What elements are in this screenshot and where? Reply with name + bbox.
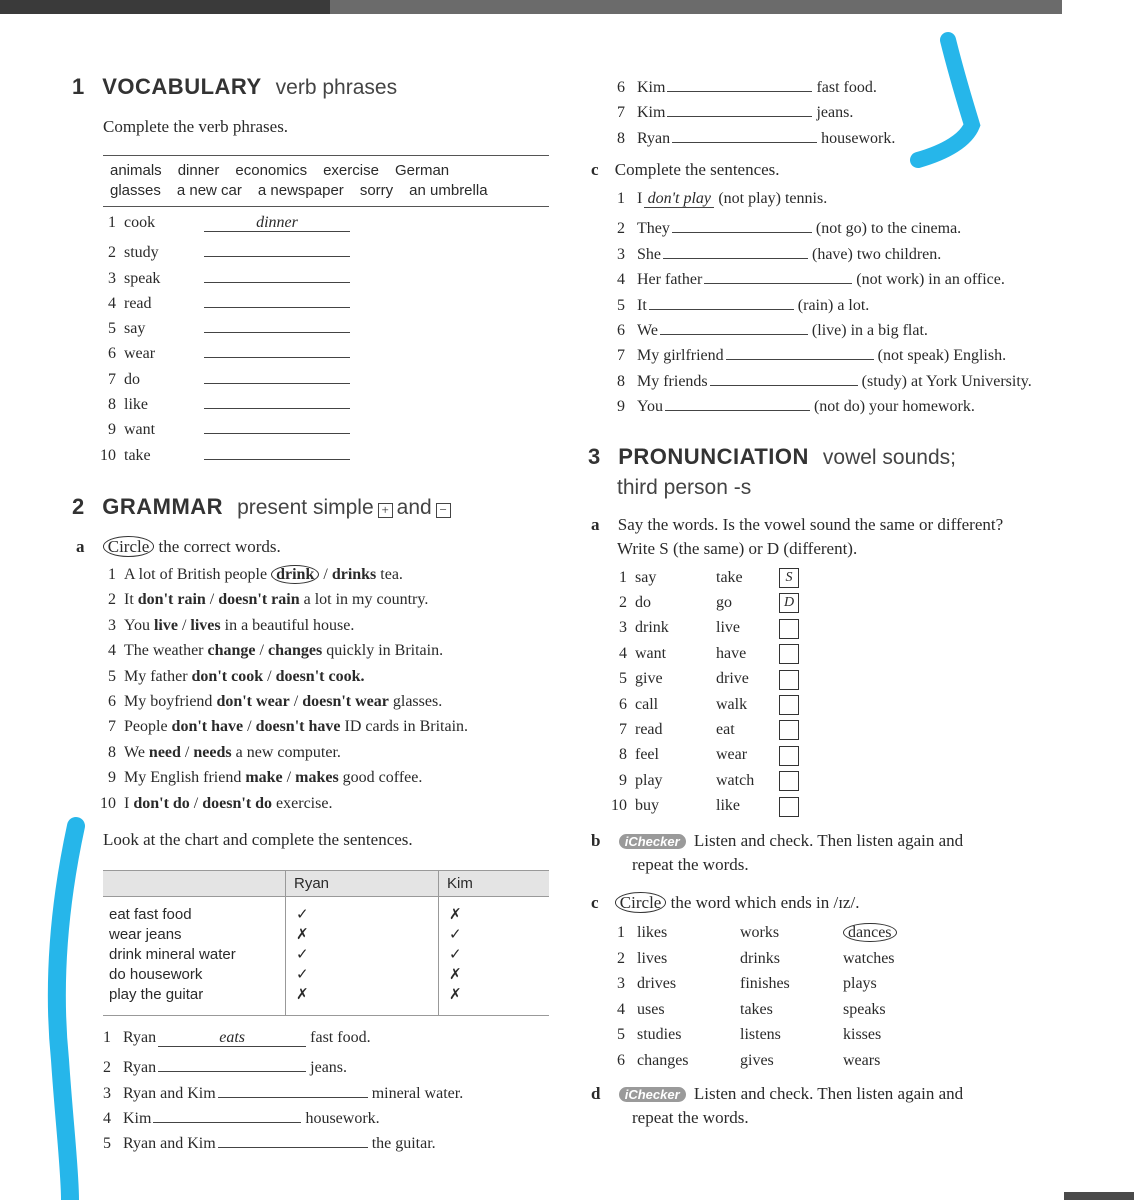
word-2: drive <box>716 670 749 688</box>
option-2[interactable]: needs <box>193 743 232 761</box>
ichecker-badge[interactable]: iChecker <box>619 834 686 849</box>
word-option[interactable]: studies <box>637 1026 682 1043</box>
section-number: 3 <box>588 444 601 469</box>
object: the guitar. <box>371 1135 436 1153</box>
object: housework. <box>305 1109 380 1127</box>
object: jeans. <box>816 104 854 122</box>
subject: Ryan <box>123 1029 157 1046</box>
option-separator: / <box>267 667 272 685</box>
section-number: 1 <box>72 74 85 99</box>
subject: Kim <box>637 79 666 96</box>
word-option[interactable]: uses <box>637 1000 665 1018</box>
section-subtitle: present simple <box>237 496 374 519</box>
exercise-letter: a <box>591 515 600 534</box>
word-1: call <box>635 695 659 713</box>
subject: They <box>637 220 670 238</box>
wordbox-item: sorry <box>359 182 394 199</box>
word-option[interactable]: changes <box>637 1051 689 1069</box>
wordbox-item: an umbrella <box>409 182 488 199</box>
item-number: 5 <box>108 667 116 685</box>
instruction-text-line2: repeat the words. <box>632 855 749 874</box>
item-number: 5 <box>108 320 116 338</box>
word-option[interactable]: plays <box>843 975 877 992</box>
wordbox-item: animals <box>110 162 162 179</box>
word-1: buy <box>635 797 659 815</box>
instruction-text: the correct words. <box>158 537 281 556</box>
chart-header-kim: Kim <box>439 871 550 897</box>
word-1: feel <box>635 746 659 764</box>
wordbox-item: a new car <box>176 182 242 199</box>
verb-hint: (live) in a big flat. <box>811 321 928 339</box>
item-number: 7 <box>617 104 625 122</box>
item-number: 7 <box>108 718 116 736</box>
item-number: 4 <box>617 271 625 289</box>
subject: You <box>637 398 663 416</box>
item-number: 9 <box>617 398 625 416</box>
subject: Ryan and Kim <box>123 1135 216 1153</box>
word-option[interactable]: drives <box>637 975 677 992</box>
answer-box[interactable]: D <box>779 593 799 613</box>
sentence-text: My boyfriend <box>124 692 213 710</box>
word-2: eat <box>716 721 735 739</box>
item-number: 6 <box>108 692 116 710</box>
section-title: PRONUNCIATION <box>618 444 809 469</box>
item-number: 2 <box>617 949 625 967</box>
item-number: 2 <box>108 244 116 262</box>
option-2[interactable]: lives <box>190 616 221 634</box>
item-number: 4 <box>108 642 116 660</box>
section1-instruction: Complete the verb phrases. <box>103 117 289 136</box>
exercise-2b-instruction: Look at the chart and complete the sentences. <box>103 830 413 849</box>
chart-mark-kim: ✗ <box>439 897 550 925</box>
word-1: drink <box>635 619 669 637</box>
sentence-text: It <box>124 591 134 609</box>
section-title: GRAMMAR <box>102 494 224 519</box>
highlight-bracket-right <box>918 40 972 160</box>
word-1: say <box>635 568 657 586</box>
word-1: do <box>635 594 651 612</box>
chart-mark-ryan: ✗ <box>286 984 439 1016</box>
option-2[interactable]: doesn't wear <box>302 692 389 710</box>
word-2: wear <box>716 746 748 764</box>
verb: take <box>124 446 151 464</box>
word-option[interactable]: wears <box>843 1051 881 1069</box>
option-1[interactable]: make <box>245 769 283 787</box>
section-title: VOCABULARY <box>102 74 262 99</box>
verb: want <box>124 421 156 439</box>
verb-hint: (not work) in an office. <box>856 271 1005 289</box>
item-number: 3 <box>103 1084 111 1102</box>
answer-blank[interactable]: eats <box>158 1029 306 1047</box>
option-2[interactable]: doesn't rain <box>218 591 300 609</box>
exercise-letter: c <box>591 893 599 912</box>
item-number: 3 <box>619 619 627 637</box>
item-number: 5 <box>619 670 627 688</box>
verb-hint: (not go) to the cinema. <box>815 220 962 238</box>
item-number: 8 <box>619 746 627 764</box>
option-separator: / <box>247 718 252 736</box>
object: housework. <box>821 129 896 147</box>
item-number: 8 <box>617 129 625 147</box>
chart-activity: drink mineral water <box>109 945 236 963</box>
word-option[interactable]: lives <box>637 949 668 967</box>
subject: Ryan <box>637 129 671 147</box>
word-option[interactable]: dances <box>843 923 897 942</box>
subject: We <box>637 321 658 339</box>
verb-hint: (not do) your homework. <box>813 398 975 416</box>
item-number: 1 <box>103 1029 111 1046</box>
item-number: 5 <box>617 296 625 314</box>
chart-activity: play the guitar <box>109 985 204 1003</box>
verb-hint: (rain) a lot. <box>797 296 870 314</box>
option-1[interactable]: don't cook <box>191 667 264 685</box>
sentence-text: We <box>124 743 145 761</box>
verb: do <box>124 370 140 388</box>
item-number: 8 <box>108 396 116 414</box>
wordbox-item: economics <box>235 162 308 179</box>
exercise-letter: c <box>591 160 599 179</box>
answer-blank[interactable]: dinner <box>204 214 350 232</box>
verb: speak <box>124 269 161 287</box>
page-corner-tab <box>1064 1192 1134 1200</box>
instruction-text: Say the words. Is the vowel sound the same or different? <box>617 515 1004 534</box>
sentence-text: a lot in my country. <box>303 591 429 609</box>
item-number: 6 <box>617 79 625 96</box>
item-number: 2 <box>108 591 116 609</box>
sentence-text: I <box>124 794 130 812</box>
word-option[interactable]: kisses <box>843 1026 882 1043</box>
item-number: 7 <box>108 370 116 388</box>
option-2[interactable]: doesn't have <box>255 718 341 736</box>
option-2[interactable]: makes <box>295 769 339 787</box>
instruction-text: the word which ends in /ɪz/. <box>670 893 860 912</box>
verb: like <box>124 396 148 414</box>
chart-mark-kim: ✗ <box>439 964 550 984</box>
instruction-text: Listen and check. Then listen again and <box>693 831 964 850</box>
word-option[interactable]: speaks <box>843 1000 886 1018</box>
chart-activity: wear jeans <box>109 925 182 943</box>
verb: cook <box>124 214 156 231</box>
circle-word: Circle <box>615 892 667 913</box>
chart-activity: do housework <box>109 965 203 983</box>
option-1[interactable]: live <box>153 616 178 634</box>
option-separator: / <box>209 591 215 609</box>
option-2[interactable]: drinks <box>331 566 377 583</box>
sentence-text: ID cards in Britain. <box>344 718 469 736</box>
verb-hint: (not speak) English. <box>877 347 1007 365</box>
verb: wear <box>124 345 156 363</box>
word-option[interactable]: takes <box>740 1000 773 1018</box>
word-option[interactable]: gives <box>740 1051 774 1069</box>
sentence-text: My English friend <box>124 769 242 787</box>
sentence-text: a new computer. <box>235 743 341 761</box>
word-2: go <box>716 594 732 612</box>
subject: My girlfriend <box>637 347 724 365</box>
object: fast food. <box>816 79 877 96</box>
item-number: 1 <box>108 214 116 231</box>
item-number: 6 <box>617 1051 625 1069</box>
item-number: 10 <box>100 794 116 812</box>
option-separator: / <box>181 616 187 634</box>
section-subtitle-line2: third person -s <box>617 476 752 499</box>
sentence-text: My father <box>124 667 188 685</box>
item-number: 5 <box>103 1135 111 1153</box>
word-option[interactable]: watches <box>843 949 895 967</box>
item-number: 1 <box>108 566 116 583</box>
option-1[interactable]: don't have <box>171 718 244 736</box>
item-number: 3 <box>617 975 625 992</box>
object: mineral water. <box>371 1084 464 1102</box>
ichecker-badge[interactable]: iChecker <box>619 1087 686 1102</box>
sentence-text: in a beautiful house. <box>224 616 355 634</box>
exercise-letter: d <box>591 1084 601 1103</box>
word-2: have <box>716 644 747 662</box>
item-number: 7 <box>619 721 627 739</box>
word-1: give <box>635 670 663 688</box>
chart-mark-ryan: ✓ <box>286 944 439 964</box>
wordbox-item: dinner <box>177 162 220 179</box>
option-1[interactable]: need <box>148 743 181 761</box>
chart-header-ryan: Ryan <box>286 871 439 897</box>
chart-mark-kim: ✓ <box>439 944 550 964</box>
wordbox-item: glasses <box>110 182 161 199</box>
option-1[interactable]: don't wear <box>216 692 290 710</box>
sentence-text: glasses. <box>392 692 443 710</box>
word-1: want <box>635 644 667 662</box>
section-subtitle-and: and <box>396 496 432 519</box>
item-number: 9 <box>108 421 116 439</box>
item-number: 9 <box>619 771 627 789</box>
item-number: 4 <box>108 294 116 312</box>
item-number: 1 <box>617 924 625 941</box>
verb-hint: (study) at York University. <box>861 372 1032 390</box>
instruction-text-line2: repeat the words. <box>632 1108 749 1127</box>
subject: Ryan and Kim <box>123 1084 216 1102</box>
exercise-letter: a <box>76 537 85 556</box>
subject: Her father <box>637 271 703 289</box>
section-subtitle: vowel sounds; <box>822 446 956 469</box>
highlight-bracket-left <box>57 826 76 1200</box>
word-option[interactable]: works <box>740 924 780 941</box>
item-number: 5 <box>617 1026 625 1043</box>
chart-mark-kim: ✓ <box>439 924 550 944</box>
plus-icon: + <box>378 503 393 518</box>
option-1[interactable]: change <box>207 642 256 660</box>
word-1: play <box>635 771 663 789</box>
word-option[interactable]: drinks <box>740 949 780 967</box>
subject: Kim <box>123 1109 152 1127</box>
word-2: walk <box>716 695 748 713</box>
subject: It <box>637 296 647 314</box>
item-number: 1 <box>619 568 627 586</box>
word-option[interactable]: likes <box>637 924 668 941</box>
item-number: 6 <box>617 321 625 339</box>
item-number: 10 <box>611 797 627 815</box>
section-number: 2 <box>72 494 85 519</box>
sentence-text: The weather <box>124 642 204 660</box>
subject: My friends <box>637 372 708 390</box>
option-separator: / <box>193 794 199 812</box>
word-2: watch <box>716 771 755 789</box>
word-2: live <box>716 619 740 637</box>
subject: Ryan <box>123 1059 157 1077</box>
word-1: read <box>635 721 663 739</box>
sentence-text: tea. <box>380 566 403 583</box>
item-number: 4 <box>103 1109 111 1127</box>
object: fast food. <box>310 1029 371 1046</box>
item-number: 7 <box>617 347 625 365</box>
wordbox-item: a newspaper <box>257 182 344 199</box>
item-number: 3 <box>108 269 116 287</box>
option-2[interactable]: changes <box>267 642 323 660</box>
option-separator: / <box>323 566 328 583</box>
item-number: 4 <box>617 1000 625 1018</box>
chart-mark-ryan: ✗ <box>286 924 439 944</box>
item-number: 10 <box>100 446 116 464</box>
option-separator: / <box>259 642 264 660</box>
answer-blank[interactable]: don't play <box>644 190 714 208</box>
sentence-text: good coffee. <box>342 769 423 787</box>
item-number: 9 <box>108 769 116 787</box>
chart-mark-ryan: ✓ <box>286 964 439 984</box>
item-number: 3 <box>617 245 625 263</box>
word-option[interactable]: finishes <box>740 975 790 992</box>
item-number: 6 <box>619 695 627 713</box>
option-1[interactable]: don't rain <box>137 591 206 609</box>
sentence-text: People <box>124 718 168 736</box>
option-separator: / <box>184 743 190 761</box>
verb-hint: (not play) tennis. <box>718 190 828 207</box>
subject: She <box>637 245 661 263</box>
sentence-text: exercise. <box>276 794 333 812</box>
option-2[interactable]: doesn't cook. <box>275 667 365 685</box>
option-1[interactable]: drink <box>271 565 319 584</box>
verb: say <box>124 320 146 338</box>
sentence-text: You <box>124 616 150 634</box>
item-number: 3 <box>108 616 116 634</box>
option-separator: / <box>293 692 299 710</box>
item-number: 8 <box>617 372 625 390</box>
verb-hint: (have) two children. <box>812 245 942 263</box>
sentence-text: quickly in Britain. <box>326 642 444 660</box>
instruction-text-line2: Write S (the same) or D (different). <box>617 539 858 558</box>
object: jeans. <box>310 1059 348 1077</box>
word-2: like <box>716 797 740 815</box>
subject: I <box>637 190 643 207</box>
option-1[interactable]: don't do <box>133 794 190 812</box>
minus-icon: − <box>436 503 451 518</box>
item-number: 2 <box>103 1059 111 1077</box>
instruction-text: Complete the sentences. <box>614 160 780 179</box>
item-number: 4 <box>619 644 627 662</box>
verb: study <box>124 244 159 262</box>
chart-mark-ryan: ✓ <box>286 897 439 925</box>
item-number: 2 <box>619 594 627 612</box>
sentence-text: A lot of British people <box>124 566 268 583</box>
word-option[interactable]: listens <box>740 1026 781 1043</box>
answer-box[interactable]: S <box>779 568 799 588</box>
option-separator: / <box>286 769 292 787</box>
word-2: take <box>716 568 743 586</box>
chart-activity: eat fast food <box>109 905 192 923</box>
chart-mark-kim: ✗ <box>439 984 550 1016</box>
exercise-letter: b <box>591 831 601 850</box>
subject: Kim <box>637 104 666 122</box>
section-subtitle: verb phrases <box>275 76 398 99</box>
wordbox-item: German <box>394 162 450 179</box>
item-number: 2 <box>617 220 625 238</box>
circle-word: Circle <box>103 536 155 557</box>
item-number: 8 <box>108 743 116 761</box>
verb: read <box>124 294 152 312</box>
item-number: 1 <box>617 190 625 207</box>
option-2[interactable]: doesn't do <box>202 794 273 812</box>
instruction-text: Listen and check. Then listen again and <box>693 1084 964 1103</box>
item-number: 6 <box>108 345 116 363</box>
wordbox-item: exercise <box>323 162 379 179</box>
